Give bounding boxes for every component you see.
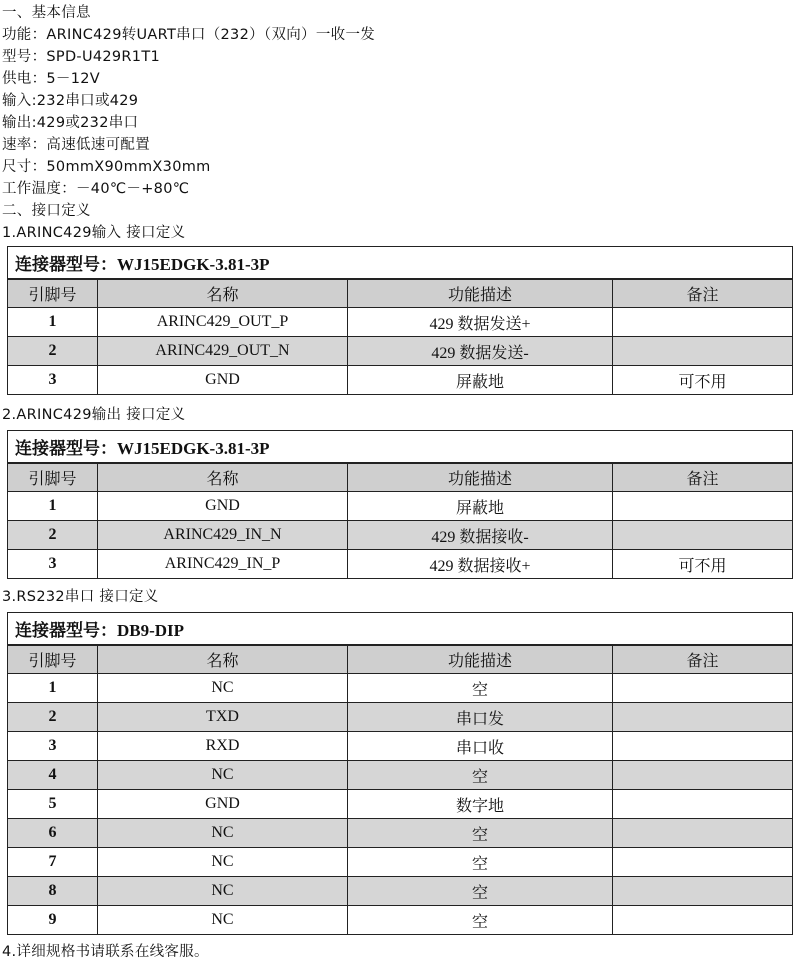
pin-function: 429 数据接收+ <box>348 550 613 579</box>
pin-table-arinc-output <box>7 430 793 579</box>
pin-number: 2 <box>8 521 98 550</box>
pin-table-rs232 <box>7 612 793 935</box>
header-note: 备注 <box>613 279 793 308</box>
pin-number: 3 <box>8 366 98 395</box>
pin-number: 6 <box>8 819 98 848</box>
pin-function: 429 数据接收- <box>348 521 613 550</box>
table-caption: 2.ARINC429输出 接口定义 <box>2 407 186 423</box>
header-name: 名称 <box>98 279 348 308</box>
connector-model: 连接器型号：WJ15EDGK-3.81-3P <box>8 247 793 279</box>
pin-name: ARINC429_OUT_P <box>98 308 348 337</box>
table-row <box>8 906 793 935</box>
section-heading-interface: 二、接口定义 <box>2 203 91 219</box>
header-func: 功能描述 <box>348 645 613 674</box>
pin-number: 1 <box>8 492 98 521</box>
pin-name: GND <box>98 790 348 819</box>
pin-function: 空 <box>348 819 613 848</box>
pin-name: NC <box>98 906 348 935</box>
header-pin: 引脚号 <box>8 279 98 308</box>
table-row <box>8 703 793 732</box>
info-function: 功能：ARINC429转UART串口（232）（双向）一收一发 <box>2 27 376 43</box>
header-pin: 引脚号 <box>8 463 98 492</box>
pin-note <box>613 703 793 732</box>
pin-number: 1 <box>8 308 98 337</box>
pin-note <box>613 906 793 935</box>
pin-name: NC <box>98 819 348 848</box>
header-pin: 引脚号 <box>8 645 98 674</box>
pin-function: 空 <box>348 761 613 790</box>
pin-note <box>613 877 793 906</box>
pin-function: 屏蔽地 <box>348 366 613 395</box>
pin-function: 空 <box>348 674 613 703</box>
pin-function: 空 <box>348 906 613 935</box>
pin-name: TXD <box>98 703 348 732</box>
pin-name: NC <box>98 674 348 703</box>
section-heading-basic: 一、基本信息 <box>2 5 91 21</box>
pin-note <box>613 761 793 790</box>
pin-note <box>613 492 793 521</box>
pin-number: 3 <box>8 550 98 579</box>
pin-function: 空 <box>348 848 613 877</box>
header-name: 名称 <box>98 463 348 492</box>
info-temperature: 工作温度：－40℃－+80℃ <box>2 181 190 197</box>
pin-name: ARINC429_IN_N <box>98 521 348 550</box>
pin-number: 2 <box>8 337 98 366</box>
pin-function: 空 <box>348 877 613 906</box>
pin-number: 9 <box>8 906 98 935</box>
table-row <box>8 337 793 366</box>
pin-note <box>613 337 793 366</box>
pin-function: 数字地 <box>348 790 613 819</box>
header-func: 功能描述 <box>348 279 613 308</box>
pin-note <box>613 521 793 550</box>
header-note: 备注 <box>613 645 793 674</box>
table-row <box>8 877 793 906</box>
pin-note: 可不用 <box>613 366 793 395</box>
pin-function: 429 数据发送- <box>348 337 613 366</box>
table-row <box>8 492 793 521</box>
pin-function: 屏蔽地 <box>348 492 613 521</box>
connector-model: 连接器型号：WJ15EDGK-3.81-3P <box>8 431 793 463</box>
info-power: 供电：5－12V <box>2 71 100 87</box>
table-row <box>8 790 793 819</box>
pin-note <box>613 308 793 337</box>
pin-name: NC <box>98 761 348 790</box>
header-note: 备注 <box>613 463 793 492</box>
pin-function: 串口收 <box>348 732 613 761</box>
pin-name: ARINC429_IN_P <box>98 550 348 579</box>
table-caption: 3.RS232串口 接口定义 <box>2 589 159 605</box>
table-row <box>8 848 793 877</box>
pin-name: GND <box>98 492 348 521</box>
table-row <box>8 761 793 790</box>
pin-number: 7 <box>8 848 98 877</box>
table-row <box>8 819 793 848</box>
table-caption: 1.ARINC429输入 接口定义 <box>2 225 186 241</box>
pin-note <box>613 790 793 819</box>
pin-name: RXD <box>98 732 348 761</box>
table-row <box>8 674 793 703</box>
pin-number: 4 <box>8 761 98 790</box>
pin-function: 串口发 <box>348 703 613 732</box>
info-size: 尺寸：50mmX90mmX30mm <box>2 159 211 175</box>
pin-name: ARINC429_OUT_N <box>98 337 348 366</box>
pin-name: GND <box>98 366 348 395</box>
pin-note <box>613 732 793 761</box>
table-row <box>8 366 793 395</box>
table-row <box>8 521 793 550</box>
pin-number: 5 <box>8 790 98 819</box>
table-row <box>8 308 793 337</box>
pin-name: NC <box>98 848 348 877</box>
info-model: 型号：SPD-U429R1T1 <box>2 49 161 65</box>
pin-number: 8 <box>8 877 98 906</box>
pin-number: 1 <box>8 674 98 703</box>
info-output: 输出:429或232串口 <box>2 115 139 131</box>
footer-note: 4.详细规格书请联系在线客服。 <box>2 944 209 960</box>
pin-name: NC <box>98 877 348 906</box>
pin-number: 3 <box>8 732 98 761</box>
pin-note <box>613 848 793 877</box>
info-rate: 速率：高速低速可配置 <box>2 137 150 153</box>
pin-note <box>613 674 793 703</box>
pin-note: 可不用 <box>613 550 793 579</box>
pin-note <box>613 819 793 848</box>
connector-model: 连接器型号：DB9-DIP <box>8 613 793 645</box>
pin-function: 429 数据发送+ <box>348 308 613 337</box>
pin-table-arinc-input <box>7 246 793 395</box>
table-row <box>8 550 793 579</box>
info-input: 输入:232串口或429 <box>2 93 139 109</box>
table-row <box>8 732 793 761</box>
header-func: 功能描述 <box>348 463 613 492</box>
pin-number: 2 <box>8 703 98 732</box>
header-name: 名称 <box>98 645 348 674</box>
